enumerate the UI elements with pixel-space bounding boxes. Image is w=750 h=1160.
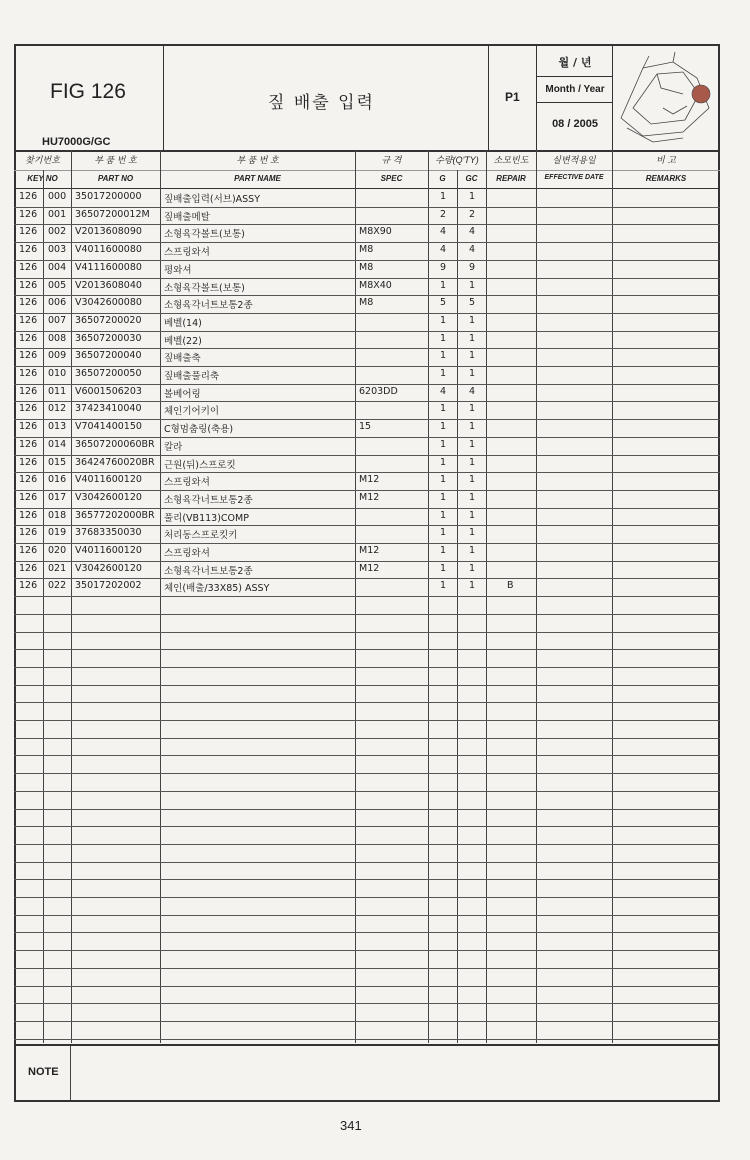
note-label: NOTE bbox=[28, 1066, 59, 1078]
cell-part-name: 스프링와셔 bbox=[164, 477, 210, 489]
page-title: 짚 배출 입력 bbox=[268, 93, 375, 113]
cell-qty-g: 4 bbox=[440, 226, 447, 238]
table-header-mid bbox=[14, 170, 720, 171]
cell-fig: 126 bbox=[19, 438, 38, 450]
cell-qty-gc: 1 bbox=[469, 403, 476, 415]
cell-fig: 126 bbox=[19, 527, 38, 539]
row-line bbox=[14, 1021, 720, 1022]
cell-qty-gc: 1 bbox=[469, 191, 476, 202]
table-row bbox=[14, 260, 720, 278]
row-line bbox=[14, 968, 720, 969]
row-line bbox=[14, 826, 720, 827]
table-row bbox=[14, 224, 720, 242]
cell-qty-gc: 1 bbox=[469, 279, 476, 291]
cell-part-no: V4111600080 bbox=[75, 261, 142, 273]
month-year-divider bbox=[537, 76, 613, 77]
cell-part-name: 짚배출풀리축 bbox=[164, 371, 220, 382]
cell-part-name: 체인기어키이 bbox=[164, 406, 220, 418]
cell-qty-g: 1 bbox=[440, 474, 447, 486]
cell-part-no: 37423410040 bbox=[75, 403, 142, 415]
cell-part-name: 스프링와셔 bbox=[164, 247, 210, 259]
row-line bbox=[14, 809, 720, 810]
cell-key: 003 bbox=[48, 244, 67, 256]
cell-key: 010 bbox=[48, 368, 67, 379]
row-line bbox=[14, 879, 720, 880]
table-row bbox=[14, 366, 720, 384]
cell-key: 013 bbox=[48, 421, 67, 433]
cell-qty-g: 1 bbox=[440, 562, 447, 574]
cell-qty-g: 1 bbox=[440, 421, 447, 433]
cell-repair: B bbox=[507, 580, 514, 592]
cell-qty-g: 2 bbox=[440, 208, 447, 220]
cell-fig: 126 bbox=[19, 279, 38, 291]
cell-qty-gc: 1 bbox=[469, 491, 476, 503]
col-remarks-ko: 비 고 bbox=[656, 155, 676, 165]
cell-qty-gc: 5 bbox=[469, 297, 476, 309]
table-row bbox=[14, 578, 720, 596]
cell-part-no: V2013608040 bbox=[75, 279, 142, 291]
row-line bbox=[14, 685, 720, 686]
cell-qty-gc: 1 bbox=[469, 545, 476, 556]
cell-fig: 126 bbox=[19, 332, 38, 344]
cell-fig: 126 bbox=[19, 491, 38, 503]
month-year-divider bbox=[537, 102, 613, 103]
cell-fig: 126 bbox=[19, 314, 38, 326]
cell-qty-g: 1 bbox=[440, 509, 447, 521]
cell-spec: M8 bbox=[359, 261, 374, 273]
col-partname-ko: 부 품 번 호 bbox=[236, 155, 279, 165]
cell-fig: 126 bbox=[19, 385, 38, 397]
cell-key: 007 bbox=[48, 314, 67, 326]
cell-spec: 6203DD bbox=[359, 385, 398, 397]
col-repair-en: REPAIR bbox=[496, 174, 526, 183]
cell-fig: 126 bbox=[19, 191, 38, 202]
cell-part-no: 36507200040 bbox=[75, 350, 142, 362]
row-line bbox=[14, 773, 720, 774]
cell-qty-gc: 4 bbox=[469, 226, 476, 238]
cell-part-no: 35017200000 bbox=[75, 191, 142, 202]
cell-fig: 126 bbox=[19, 350, 38, 362]
row-line bbox=[14, 738, 720, 739]
cell-qty-g: 1 bbox=[440, 580, 447, 592]
col-key-ko: 찾기번호 bbox=[25, 155, 60, 165]
cell-key: 017 bbox=[48, 491, 67, 503]
row-line bbox=[14, 667, 720, 668]
cell-part-no: 37683350030 bbox=[75, 527, 142, 539]
table-header-top bbox=[14, 150, 720, 152]
row-line bbox=[14, 720, 720, 721]
table-row bbox=[14, 207, 720, 225]
month-year-label-ko: 월 / 년 bbox=[558, 56, 592, 69]
machine-illustration bbox=[613, 48, 717, 148]
cell-key: 019 bbox=[48, 527, 67, 539]
cell-part-name: 평와셔 bbox=[164, 264, 192, 276]
col-effective-en: EFFECTIVE DATE bbox=[544, 174, 604, 181]
row-line bbox=[14, 915, 720, 916]
col-spec-en: SPEC bbox=[380, 174, 403, 183]
cell-spec: M12 bbox=[359, 545, 380, 556]
cell-part-no: V2013608090 bbox=[75, 226, 142, 238]
cell-fig: 126 bbox=[19, 226, 38, 238]
row-line bbox=[14, 1039, 720, 1040]
col-remarks-en: REMARKS bbox=[645, 174, 687, 183]
page-number: 341 bbox=[340, 1118, 362, 1133]
cell-part-no: V7041400150 bbox=[75, 421, 142, 433]
cell-fig: 126 bbox=[19, 208, 38, 220]
table-row bbox=[14, 189, 720, 207]
table-row bbox=[14, 561, 720, 579]
cell-part-name: 소형육각너트보통2종 bbox=[164, 494, 253, 506]
cell-part-no: V4011600080 bbox=[75, 244, 142, 256]
col-qty-g: G bbox=[439, 174, 446, 183]
cell-qty-gc: 4 bbox=[469, 385, 476, 397]
cell-qty-gc: 1 bbox=[469, 509, 476, 521]
cell-qty-gc: 1 bbox=[469, 314, 476, 326]
cell-part-name: 처리동스프로킷키 bbox=[164, 530, 238, 542]
note-box bbox=[14, 1044, 720, 1104]
cell-qty-gc: 1 bbox=[469, 562, 476, 574]
cell-part-name: 짚배출입력(서브)ASSY bbox=[164, 194, 261, 205]
row-line bbox=[14, 596, 720, 597]
cell-qty-gc: 1 bbox=[469, 368, 476, 379]
cell-fig: 126 bbox=[19, 474, 38, 486]
cell-qty-g: 1 bbox=[440, 438, 447, 450]
table-row bbox=[14, 313, 720, 331]
cell-fig: 126 bbox=[19, 456, 38, 468]
cell-part-no: V3042600120 bbox=[75, 491, 142, 503]
cell-qty-g: 4 bbox=[440, 385, 447, 397]
row-line bbox=[14, 897, 720, 898]
cell-part-no: 35017202002 bbox=[75, 580, 142, 592]
cell-qty-gc: 1 bbox=[469, 421, 476, 433]
row-line bbox=[14, 1003, 720, 1004]
cell-key: 006 bbox=[48, 297, 67, 309]
cell-part-name: 베벨(14) bbox=[164, 317, 202, 329]
col-key-en: KEY NO bbox=[27, 174, 58, 183]
cell-fig: 126 bbox=[19, 368, 38, 379]
row-line bbox=[14, 950, 720, 951]
cell-part-name: 스프링와셔 bbox=[164, 548, 210, 559]
cell-qty-gc: 1 bbox=[469, 527, 476, 539]
cell-key: 005 bbox=[48, 279, 67, 291]
table-row bbox=[14, 419, 720, 437]
row-line bbox=[14, 632, 720, 633]
row-line bbox=[14, 649, 720, 650]
table-row bbox=[14, 508, 720, 526]
table-row bbox=[14, 295, 720, 313]
cell-qty-g: 1 bbox=[440, 545, 447, 556]
cell-qty-g: 1 bbox=[440, 403, 447, 415]
col-effective-ko: 실변적용일 bbox=[552, 155, 596, 165]
cell-key: 008 bbox=[48, 332, 67, 344]
cell-fig: 126 bbox=[19, 297, 38, 309]
cell-key: 009 bbox=[48, 350, 67, 362]
cell-qty-g: 1 bbox=[440, 191, 447, 202]
row-line bbox=[14, 614, 720, 615]
cell-part-no: V6001506203 bbox=[75, 385, 142, 397]
cell-part-no: 36424760020BR bbox=[75, 456, 155, 468]
cell-qty-gc: 1 bbox=[469, 438, 476, 450]
cell-part-name: C형멈춤링(축용) bbox=[164, 424, 234, 436]
cell-part-no: V3042600080 bbox=[75, 297, 142, 309]
cell-fig: 126 bbox=[19, 261, 38, 273]
cell-key: 000 bbox=[48, 191, 67, 202]
col-repair-ko: 소모빈도 bbox=[493, 155, 529, 165]
col-partno-en: PART NO bbox=[97, 174, 134, 183]
cell-qty-g: 1 bbox=[440, 350, 447, 362]
cell-qty-gc: 1 bbox=[469, 456, 476, 468]
table-row bbox=[14, 455, 720, 473]
cell-key: 001 bbox=[48, 208, 67, 220]
cell-part-name: 근원(뒤)스프로킷 bbox=[164, 459, 236, 471]
row-line bbox=[14, 986, 720, 987]
cell-qty-gc: 1 bbox=[469, 580, 476, 592]
row-line bbox=[14, 755, 720, 756]
cell-part-no: 36507200060BR bbox=[75, 438, 155, 450]
cell-key: 016 bbox=[48, 474, 67, 486]
cell-spec: M8 bbox=[359, 297, 374, 309]
cell-part-name: 소형육각너트보통2종 bbox=[164, 300, 253, 312]
table-row bbox=[14, 384, 720, 402]
cell-fig: 126 bbox=[19, 403, 38, 415]
cell-fig: 126 bbox=[19, 562, 38, 574]
cell-part-name: 베벨(22) bbox=[164, 335, 202, 347]
model-name: HU7000G/GC bbox=[42, 136, 111, 148]
cell-part-no: 36577202000BR bbox=[75, 509, 155, 521]
table-row bbox=[14, 543, 720, 561]
col-partno-ko: 부 품 번 호 bbox=[94, 155, 137, 165]
issue-date: 08 / 2005 bbox=[552, 118, 598, 130]
cell-key: 011 bbox=[48, 385, 67, 397]
cell-spec: M12 bbox=[359, 562, 380, 574]
cell-part-name: 짚배출축 bbox=[164, 353, 201, 365]
figure-number: FIG 126 bbox=[50, 80, 126, 103]
cell-key: 012 bbox=[48, 403, 67, 415]
table-row bbox=[14, 278, 720, 296]
cell-part-name: 짚배출메탈 bbox=[164, 211, 210, 223]
cell-qty-gc: 1 bbox=[469, 474, 476, 486]
row-line bbox=[14, 844, 720, 845]
cell-qty-g: 1 bbox=[440, 368, 447, 379]
cell-qty-g: 9 bbox=[440, 261, 447, 273]
cell-part-name: 소형육각너트보통2종 bbox=[164, 565, 253, 577]
note-divider bbox=[70, 1046, 71, 1100]
table-row bbox=[14, 472, 720, 490]
table-row bbox=[14, 401, 720, 419]
cell-part-name: 풀리(VB113)COMP bbox=[164, 512, 249, 524]
table-row bbox=[14, 242, 720, 260]
cell-key: 022 bbox=[48, 580, 67, 592]
cell-qty-g: 1 bbox=[440, 527, 447, 539]
month-year-label-en: Month / Year bbox=[545, 84, 605, 95]
cell-qty-g: 5 bbox=[440, 297, 447, 309]
cell-key: 020 bbox=[48, 545, 67, 556]
table-row bbox=[14, 437, 720, 455]
table-row bbox=[14, 525, 720, 543]
cell-qty-gc: 2 bbox=[469, 208, 476, 220]
cell-qty-g: 1 bbox=[440, 332, 447, 344]
cell-spec: M12 bbox=[359, 491, 380, 503]
cell-part-name: 소형육각볼트(보통) bbox=[164, 282, 245, 294]
cell-spec: M8X90 bbox=[359, 226, 392, 238]
cell-key: 018 bbox=[48, 509, 67, 521]
cell-fig: 126 bbox=[19, 509, 38, 521]
cell-qty-gc: 1 bbox=[469, 332, 476, 344]
row-line bbox=[14, 702, 720, 703]
cell-part-no: 36507200012M bbox=[75, 208, 150, 220]
cell-spec: M12 bbox=[359, 474, 380, 486]
cell-spec: 15 bbox=[359, 421, 372, 433]
cell-fig: 126 bbox=[19, 244, 38, 256]
table-row bbox=[14, 331, 720, 349]
cell-key: 002 bbox=[48, 226, 67, 238]
cell-part-no: V4011600120 bbox=[75, 474, 142, 486]
row-line bbox=[14, 791, 720, 792]
cell-qty-g: 4 bbox=[440, 244, 447, 256]
cell-part-name: 소형육각볼트(보통) bbox=[164, 229, 245, 241]
cell-part-no: V3042600120 bbox=[75, 562, 142, 574]
cell-key: 021 bbox=[48, 562, 67, 574]
cell-part-no: 36507200030 bbox=[75, 332, 142, 344]
table-row bbox=[14, 348, 720, 366]
cell-qty-gc: 4 bbox=[469, 244, 476, 256]
cell-fig: 126 bbox=[19, 580, 38, 592]
page-code: P1 bbox=[505, 90, 520, 104]
table-row bbox=[14, 490, 720, 508]
cell-key: 004 bbox=[48, 261, 67, 273]
col-spec-ko: 규 격 bbox=[381, 155, 402, 165]
cell-fig: 126 bbox=[19, 545, 38, 556]
cell-part-name: 볼베어링 bbox=[164, 388, 201, 400]
row-line bbox=[14, 862, 720, 863]
cell-qty-g: 1 bbox=[440, 491, 447, 503]
cell-qty-g: 1 bbox=[440, 279, 447, 291]
cell-part-no: 36507200050 bbox=[75, 368, 142, 379]
col-partname-en: PART NAME bbox=[234, 174, 281, 183]
cell-key: 014 bbox=[48, 438, 67, 450]
cell-spec: M8 bbox=[359, 244, 374, 256]
cell-part-no: 36507200020 bbox=[75, 314, 142, 326]
cell-part-no: V4011600120 bbox=[75, 545, 142, 556]
col-qty-ko: 수량(Q'TY) bbox=[435, 155, 479, 165]
cell-qty-g: 1 bbox=[440, 456, 447, 468]
cell-qty-gc: 9 bbox=[469, 261, 476, 273]
cell-part-name: 체인(배출/33X85) ASSY bbox=[164, 583, 270, 595]
cell-part-name: 칼라 bbox=[164, 441, 183, 453]
cell-spec: M8X40 bbox=[359, 279, 392, 291]
cell-qty-g: 1 bbox=[440, 314, 447, 326]
cell-fig: 126 bbox=[19, 421, 38, 433]
cell-qty-gc: 1 bbox=[469, 350, 476, 362]
col-qty-gc: GC bbox=[465, 174, 478, 183]
row-line bbox=[14, 932, 720, 933]
cell-key: 015 bbox=[48, 456, 67, 468]
